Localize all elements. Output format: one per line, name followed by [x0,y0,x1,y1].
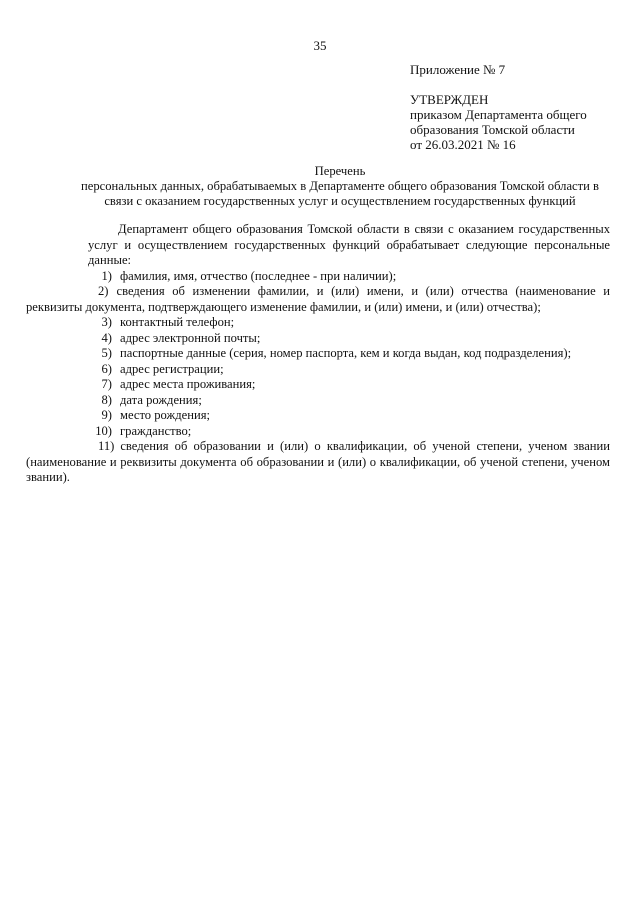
list-item-number: 9) [101,408,112,422]
page-number: 35 [313,38,327,53]
list-item-text: адрес регистрации; [120,361,224,376]
list-item-number: 8) [101,392,112,407]
list-item-text: адрес места проживания; [120,377,256,391]
list-item [26,284,610,315]
list-item-number: 4) [101,330,112,345]
list-item-text: сведения об изменении фамилии, и (или) имени, и (или) отчества (наименование и реквизиты документа, подтверждающего изменение фамилии, и (или) имени, и (или) отчества); [26,284,610,314]
list-item-text: контактный телефон; [120,315,235,329]
approval-block [410,92,587,152]
list-item-number: 5) [101,346,112,360]
list-item [88,424,610,440]
list-item [88,408,610,424]
approval-line-2: образования Томской области [410,122,575,137]
approval-line-1: приказом Департамента общего [410,107,587,122]
list-item-text: сведения об образовании и (или) о квалификации, об ученой степени, ученом звании (наименование и реквизиты документа об образовании и (или) о квалификации, об ученой степени, ученом звании). [26,439,610,484]
list-item-text: фамилия, имя, отчество (последнее - при наличии); [120,268,397,283]
personal-data-list [26,268,610,486]
list-item [88,393,610,409]
appendix-label: Приложение № 7 [410,62,506,77]
list-item-text: дата рождения; [120,392,202,407]
list-item [88,377,610,393]
list-item [88,346,610,362]
list-item [88,362,610,378]
list-item [26,439,610,486]
intro-paragraph: Департамент общего образования Томской области в связи с оказанием государственных услуг и осуществлением государственных функций обрабатывает следующие персональные данные: [88,222,610,267]
approval-heading: УТВЕРЖДЕН [410,92,489,107]
document-title [60,164,620,209]
list-item-text: адрес электронной почты; [120,330,261,345]
list-item-text: место рождения; [120,408,210,422]
list-item [88,315,610,331]
list-item-number: 10) [95,423,112,438]
title-line-3: связи с оказанием государственных услуг и осуществлением государственных функций [104,194,576,208]
list-item-number: 3) [101,315,112,329]
list-item-text: паспортные данные (серия, номер паспорта, кем и когда выдан, код подразделения); [120,346,572,360]
title-line-2: персональных данных, обрабатываемых в Департаменте общего образования Томской области в [81,179,599,193]
list-item-text: гражданство; [120,423,192,438]
title-line-1: Перечень [314,164,366,178]
list-item-number: 11) [98,439,115,453]
list-item-number: 1) [101,268,112,283]
approval-line-3: от 26.03.2021 № 16 [410,137,516,152]
list-item-number: 7) [101,377,112,391]
document-body [26,222,610,486]
list-item-number: 2) [98,284,109,298]
list-item [88,331,610,347]
list-item-number: 6) [101,361,112,376]
list-item [88,269,610,285]
